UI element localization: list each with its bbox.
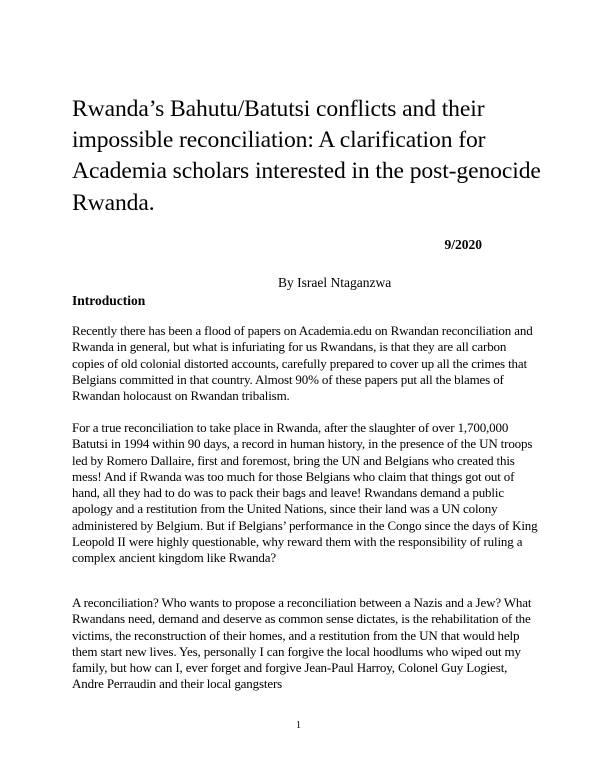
document-title: Rwanda’s Bahutu/Batutsi conflicts and their impossible reconciliation: A clarification for Academia scholars interested in the post-genocide Rwanda. bbox=[72, 96, 541, 216]
body-paragraph: For a true reconciliation to take place in Rwanda, after the slaughter of over 1,700,000 Batutsi in 1994 within 90 days, a record in human history, in the presence of the UN troops led by Romero Dallaire, first and foremost, bring the UN and Belgians who created this mess! And if Rwanda was too much for those Belgians who claim that things got out of hand, all they had to do was to pack their bags and leave! Rwandans demand a public apology and a restitution from the United Nations, since their land was a UN colony administered by Belgium. But if Belgians’ performance in the Congo since the days of King Leopold II were highly questionable, why reward them with the responsibility of ruling a complex ancient kingdom like Rwanda? bbox=[72, 420, 538, 566]
page-number: 1 bbox=[296, 720, 301, 731]
document-author: By Israel Ntaganzwa bbox=[278, 275, 392, 290]
section-heading-introduction: Introduction bbox=[72, 293, 146, 308]
body-paragraph: A reconciliation? Who wants to propose a reconciliation between a Nazis and a Jew? What Rwandans need, demand and deserve as common sense dictates, is the rehabilitation of the victims, the reconstruction of their homes, and a restitution from the UN that would help them start new lives. Yes, personally I can forgive the local hoodlums who wiped out my family, but how can I, ever forget and forgive Jean-Paul Harroy, Colonel Guy Logiest, Andre Perraudin and their local gangsters bbox=[72, 595, 532, 692]
body-paragraph: Recently there has been a flood of papers on Academia.edu on Rwandan reconciliation and Rwanda in general, but what is infuriating for us Rwandans, is that they are all carbon copies of old colonial distorted accounts, carefully prepared to cover up all the crimes that Belgians committed in that country. Almost 90% of these papers put all the blames of Rwandan holocaust on Rwandan tribalism. bbox=[72, 323, 533, 404]
document-date: 9/2020 bbox=[444, 237, 482, 252]
